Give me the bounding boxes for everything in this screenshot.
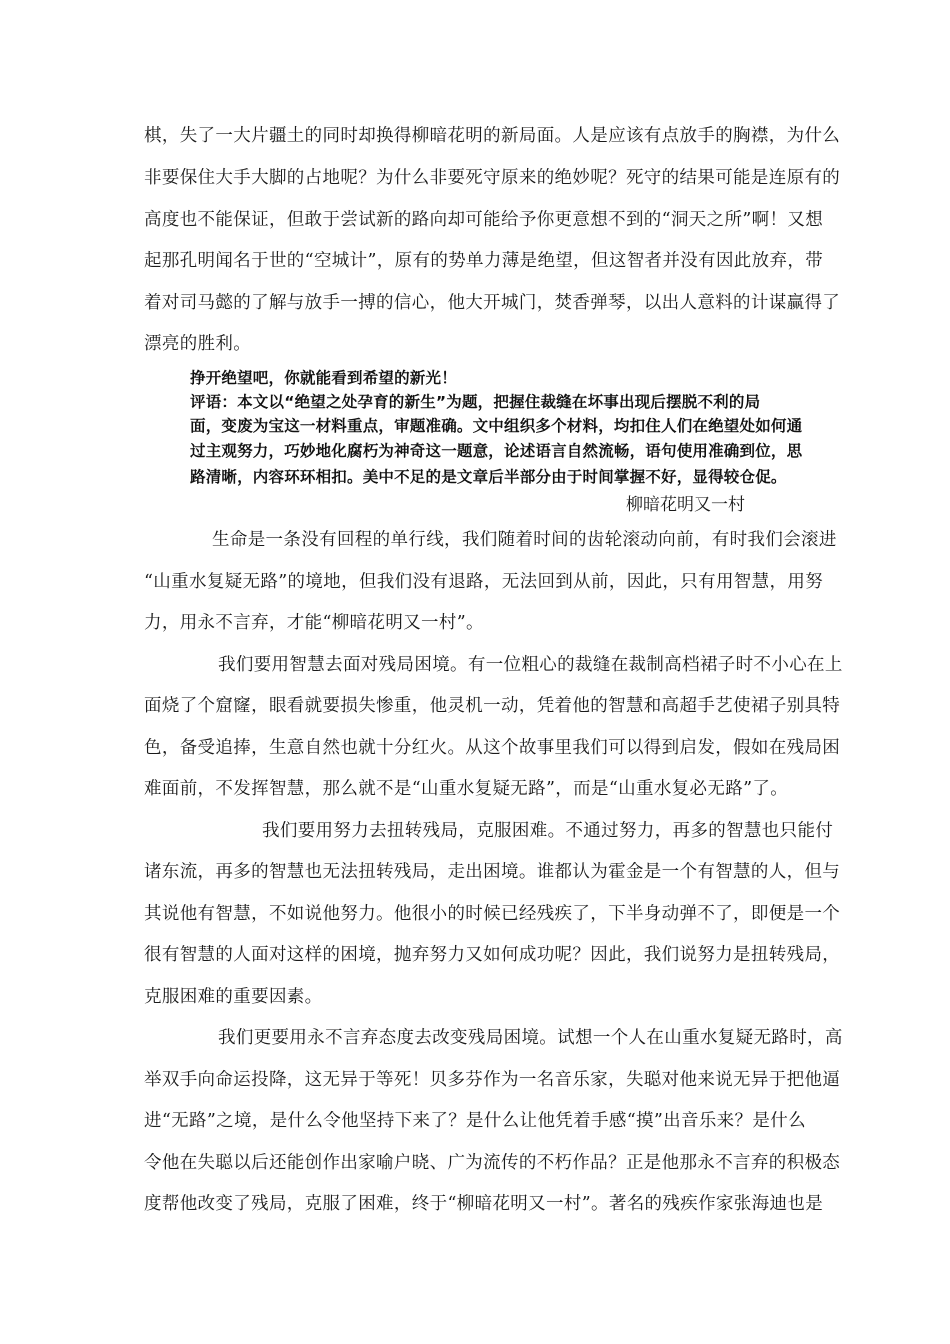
paragraph-line: 克服困难的重要因素。 <box>144 987 323 1007</box>
paragraph-line: 生命是一条没有回程的单行线，我们随着时间的齿轮滚动向前，有时我们会滚进 <box>212 530 837 550</box>
paragraph-line: 进“无路”之境，是什么令他坚持下来了？是什么让他凭着手感“摸”出音乐来？是什么 <box>144 1111 806 1131</box>
paragraph-line: 我们要用努力去扭转残局，克服困难。不通过努力，再多的智慧也只能付 <box>262 821 834 841</box>
review-comment-line: 过主观努力，巧妙地化腐朽为神奇这一题意，论述语言自然流畅，语句使用准确到位，思 <box>190 442 803 460</box>
paragraph-line: 色，备受追捧，生意自然也就十分红火。从这个故事里我们可以得到启发，假如在残局困 <box>144 738 841 758</box>
review-comment-line: 评语：本文以“绝望之处孕育的新生”为题，把握住裁缝在坏事出现后摆脱不利的局 <box>190 393 761 411</box>
paragraph-line: 起那孔明闻名于世的“空城计”，原有的势单力薄是绝望，但这智者并没有因此放弃，带 <box>144 251 824 271</box>
paragraph-line: 我们更要用永不言弃态度去改变残局困境。试想一个人在山重水复疑无路时，高 <box>218 1028 843 1048</box>
paragraph-line: 着对司马懿的了解与放手一搏的信心，他大开城门，焚香弹琴，以出人意料的计谋赢得了 <box>144 293 841 313</box>
review-comment-line: 路清晰，内容环环相扣。美中不足的是文章后半部分由于时间掌握不好，显得较仓促。 <box>190 468 787 486</box>
review-comment-line: 面，变废为宝这一材料重点，审题准确。文中组织多个材料，均扣住人们在绝望处如何通 <box>190 417 803 435</box>
paragraph-line: 难面前，不发挥智慧，那么就不是“山重水复疑无路”，而是“山重水复必无路”了。 <box>144 779 789 799</box>
paragraph-line: 力，用永不言弃，才能“柳暗花明又一村”。 <box>144 613 484 633</box>
paragraph-line: 度帮他改变了残局，克服了困难，终于“柳暗花明又一村”。著名的残疾作家张海迪也是 <box>144 1194 824 1214</box>
paragraph-line: 棋，失了一大片疆土的同时却换得柳暗花明的新局面。人是应该有点放手的胸襟，为什么 <box>144 126 841 146</box>
paragraph-line: 面烧了个窟窿，眼看就要损失惨重，他灵机一动，凭着他的智慧和高超手艺使裙子别具特 <box>144 696 841 716</box>
paragraph-line: 我们要用智慧去面对残局困境。有一位粗心的裁缝在裁制高档裙子时不小心在上 <box>218 655 843 675</box>
essay-closing-line: 挣开绝望吧，你就能看到希望的新光！ <box>190 369 457 387</box>
paragraph-line: 非要保住大手大脚的占地呢？为什么非要死守原来的绝妙呢？死守的结果可能是连原有的 <box>144 168 841 188</box>
paragraph-line: 其说他有智慧，不如说他努力。他很小的时候已经残疾了，下半身动弹不了，即便是一个 <box>144 904 841 924</box>
paragraph-line: 很有智慧的人面对这样的困境，抛弃努力又如何成功呢？因此，我们说努力是扭转残局， <box>144 945 841 965</box>
paragraph-line: 诸东流，再多的智慧也无法扭转残局，走出困境。谁都认为霍金是一个有智慧的人，但与 <box>144 862 841 882</box>
paragraph-line: 举双手向命运投降，这无异于等死！贝多芬作为一名音乐家，失聪对他来说无异于把他逼 <box>144 1070 841 1090</box>
paragraph-line: “山重水复疑无路”的境地，但我们没有退路，无法回到从前，因此，只有用智慧，用努 <box>144 572 824 592</box>
paragraph-line: 高度也不能保证，但敢于尝试新的路向却可能给予你更意想不到的“洞天之所”啊！又想 <box>144 210 824 230</box>
paragraph-line: 漂亮的胜利。 <box>144 334 252 354</box>
essay-title: 柳暗花明又一村 <box>626 495 745 515</box>
paragraph-line: 令他在失聪以后还能创作出家喻户晓、广为流传的不朽作品？正是他那永不言弃的积极态 <box>144 1153 841 1173</box>
